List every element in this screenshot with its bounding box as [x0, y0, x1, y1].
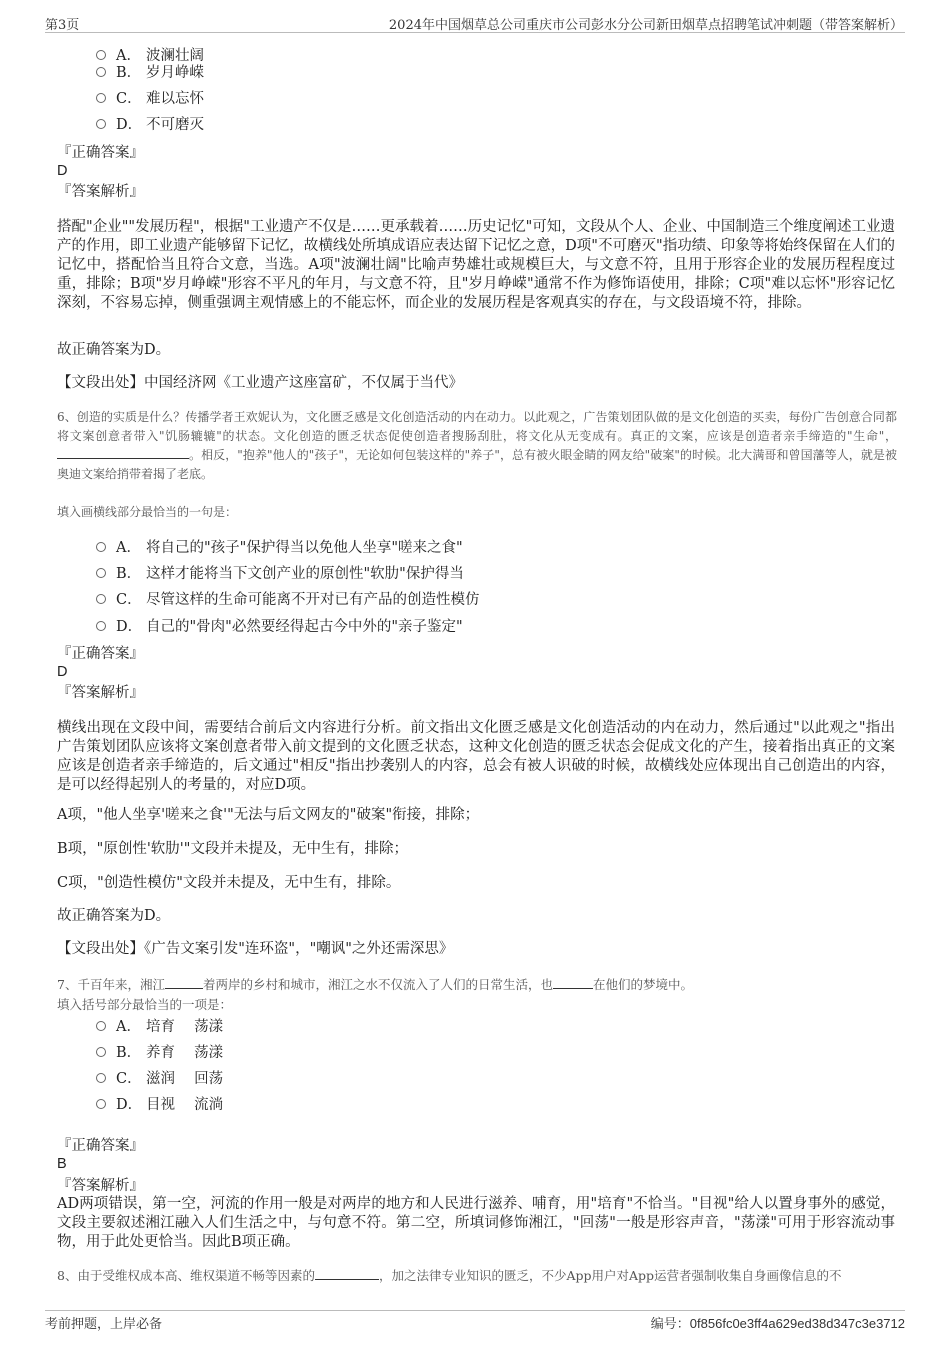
q5-conclusion: 故正确答案为D。 [57, 342, 171, 358]
radio-icon[interactable] [96, 1099, 106, 1109]
q7-option-b[interactable]: B． 养育 荡漾 [96, 1043, 223, 1063]
radio-icon[interactable] [96, 568, 106, 578]
q6-prompt: 填入画横线部分最恰当的一句是： [57, 505, 238, 519]
document-title: 2024年中国烟草总公司重庆市公司彭水分公司新田烟草点招聘笔试冲刺题（带答案解析） [388, 18, 903, 33]
radio-icon[interactable] [96, 621, 106, 631]
q7-option-a[interactable]: A． 培育 荡漾 [96, 1017, 223, 1037]
q5-option-d[interactable]: D． 不可磨灭 [96, 115, 204, 135]
document-code: 编号：0f856fc0e3ff4a629ed38d347c3e3712 [650, 1316, 905, 1332]
radio-icon[interactable] [96, 594, 106, 604]
q6-stem: 6、创造的实质是什么？传播学者王欢妮认为，文化匮乏感是文化创造活动的内在动力。以此观之，广告策划团队做的是文化创造的买卖，每份广告创意合同都将文案创意者带入"饥肠辘辘"的状态。文化创造的匮乏状态促使创造者搜肠刮肚，将文化从无变成有。真正的文案，应该是创造者亲手缔造的"生命"，。相反，"抱养"他人的"孩子"，无论如何包装这样的"养子"，总有被火眼金睛的网友给"破案"的时候。北大满哥和曾国藩等人，就是被奥迪文案给捎带着揭了老底。 [57, 410, 897, 481]
q7-prompt: 填入括号部分最恰当的一项是： [57, 997, 233, 1012]
footer-slogan: 考前押题，上岸必备 [45, 1317, 163, 1332]
radio-icon[interactable] [96, 1047, 106, 1057]
q6-option-d[interactable]: D． 自己的"骨肉"必然要经得起古今中外的"亲子鉴定" [96, 617, 463, 637]
radio-icon[interactable] [96, 1073, 106, 1083]
q7-answer: B [57, 1156, 67, 1172]
q7-option-d[interactable]: D． 目视 流淌 [96, 1095, 223, 1115]
q5-answer-label: 『正确答案』 [57, 145, 144, 161]
radio-icon[interactable] [96, 93, 106, 103]
fill-blank [315, 1267, 379, 1280]
q7-analysis: AD两项错误，第一空，河流的作用一般是对两岸的地方和人民进行滋养、哺育，用"培育"不恰当。"目视"给人以置身事外的感觉，文段主要叙述湘江融入人们生活之中，与句意不符。第二空，所填词修饰湘江，"回荡"一般是形容声音，"荡漾"可用于形容流动事物，用于此处更恰当。因此B项正确。 [57, 1196, 895, 1250]
q5-option-a[interactable]: A． 波澜壮阔 [96, 46, 204, 66]
q6-answer-label: 『正确答案』 [57, 646, 144, 662]
q6-option-b[interactable]: B． 这样才能将当下文创产业的原创性"软肋"保护得当 [96, 564, 464, 584]
radio-icon[interactable] [96, 119, 106, 129]
q7-option-c[interactable]: C． 滋润 回荡 [96, 1069, 223, 1089]
fill-blank [165, 976, 203, 989]
q6-option-a[interactable]: A． 将自己的"孩子"保护得当以免他人坐享"嗟来之食" [96, 538, 463, 558]
page-header [45, 14, 905, 34]
q5-option-b[interactable]: B． 岁月峥嵘 [96, 63, 204, 83]
q8-stem: 8、由于受维权成本高、维权渠道不畅等因素的 ，加之法律专业知识的匮乏，不少App用户对App运营者强制收集自身画像信息的不 [57, 1268, 842, 1283]
q5-source: 【文段出处】中国经济网《工业遗产这座富矿，不仅属于当代》 [57, 375, 463, 391]
fill-blank [57, 446, 189, 459]
q6-analysis-c: C项，"创造性模仿"文段并未提及，无中生有，排除。 [57, 875, 401, 891]
q6-analysis-a: A项，"他人坐享'嗟来之食'"无法与后文网友的"破案"衔接，排除； [57, 807, 480, 823]
radio-icon[interactable] [96, 50, 106, 60]
q5-answer: D [57, 163, 68, 179]
q5-analysis-label: 『答案解析』 [57, 184, 144, 200]
q7-stem: 7、千百年来，湘江 着两岸的乡村和城市，湘江之水不仅流入了人们的日常生活，也 在他们的梦境中。 [57, 977, 693, 992]
q6-option-c[interactable]: C． 尽管这样的生命可能离不开对已有产品的创造性模仿 [96, 590, 480, 610]
page-number: 第3页 [45, 18, 80, 33]
q6-conclusion: 故正确答案为D。 [57, 908, 171, 924]
q7-analysis-label: 『答案解析』 [57, 1178, 144, 1194]
radio-icon[interactable] [96, 1021, 106, 1031]
q6-answer: D [57, 664, 68, 680]
footer-divider [45, 1310, 905, 1311]
fill-blank [553, 976, 593, 989]
q5-analysis: 搭配"企业""发展历程"，根据"工业遗产不仅是……更承载着……历史记忆"可知，文段从个人、企业、中国制造三个维度阐述工业遗产的作用，即工业遗产能够留下记忆，故横线处所填成语应表达留下记忆之意，D项"不可磨灭"指功绩、印象等将始终保留在人们的记忆中，搭配恰当且符合文意，当选。A项"波澜壮阔"比喻声势雄壮或规模巨大，与文意不符，且用于形容企业的发展历程程度过重，排除；B项"岁月峥嵘"形容不平凡的年月，与文意不符，且"岁月峥嵘"通常不作为修饰语使用，排除；C项"难以忘怀"形容记忆深刻，不容易忘掉，侧重强调主观情感上的不能忘怀，而企业的发展历程是客观真实的存在，与文段语境不符，排除。 [57, 219, 895, 311]
q6-analysis: 横线出现在文段中间，需要结合前后文内容进行分析。前文指出文化匮乏感是文化创造活动的内在动力，然后通过"以此观之"指出广告策划团队应该将文案创意者带入前文提到的文化匮乏状态，这种文化创造的匮乏状态会促成文化的产生，接着指出真正的文案应该是创造者亲手缔造的，后文通过"相反"指出抄袭别人的内容，总会有被人识破的时候，故横线处应体现出自己创造出的内容，是可以经得起别人的考量的，对应D项。 [57, 720, 895, 793]
q5-option-c[interactable]: C． 难以忘怀 [96, 89, 204, 109]
q6-analysis-b: B项，"原创性'软肋'"文段并未提及，无中生有，排除； [57, 841, 408, 857]
q7-answer-label: 『正确答案』 [57, 1138, 144, 1154]
header-divider [45, 32, 905, 33]
q6-source: 【文段出处】《广告文案引发"连环盗"，"嘲讽"之外还需深思》 [57, 941, 454, 957]
radio-icon[interactable] [96, 542, 106, 552]
q6-analysis-label: 『答案解析』 [57, 685, 144, 701]
radio-icon[interactable] [96, 67, 106, 77]
